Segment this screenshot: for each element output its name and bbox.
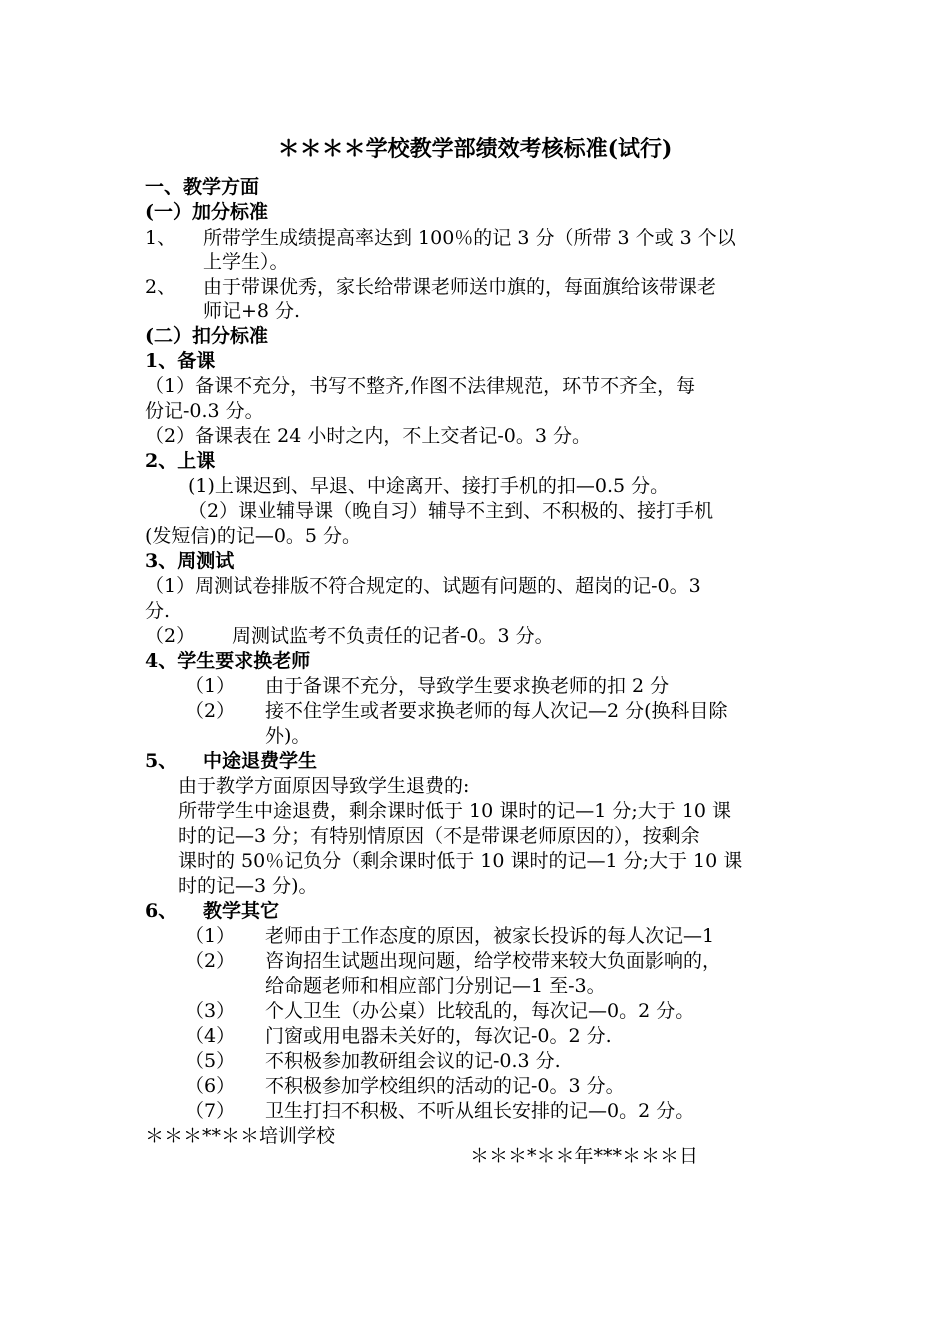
class-item-2-cont: (发短信)的记—0。5 分。 [145, 525, 362, 547]
subsection-heading-bonus: (一）加分标准 [145, 201, 268, 223]
prep-item-2: （2）备课表在 24 小时之内，不上交者记-0。3 分。 [145, 425, 591, 447]
bonus-item-1-text: 所带学生成绩提高率达到 100％的记 3 分（所带 3 个或 3 个以 [203, 227, 736, 249]
footer-date: ＊＊＊*＊＊年***＊＊＊日 [470, 1145, 699, 1167]
dropout-line-2: 所带学生中途退费，剩余课时低于 10 课时的记—1 分;大于 10 课 [178, 800, 732, 822]
other-item-7-text: 卫生打扫不积极、不听从组长安排的记—0。2 分。 [265, 1100, 695, 1122]
other-item-3-text: 个人卫生（办公桌）比较乱的，每次记—0。2 分。 [265, 1000, 695, 1022]
other-item-2-text-cont: 给命题老师和相应部门分别记—1 至-3。 [265, 975, 606, 997]
bonus-item-2-text-cont: 师记+8 分. [203, 300, 301, 322]
section-heading-teaching: 一、教学方面 [145, 176, 260, 198]
heading-class: 2、上课 [145, 450, 216, 472]
other-item-3-number: （3） [185, 1000, 236, 1022]
test-item-2-text: 周测试监考不负责任的记者-0。3 分。 [232, 625, 554, 647]
change-item-2-text: 接不住学生或者要求换老师的每人次记—2 分(换科目除 [265, 700, 728, 722]
other-item-2-text: 咨询招生试题出现问题，给学校带来较大负面影响的， [265, 950, 722, 972]
bonus-item-1-text-cont: 上学生）。 [203, 251, 289, 273]
dropout-line-3: 时的记—3 分；有特别情原因（不是带课老师原因的），按剩余 [178, 825, 700, 847]
other-item-6-number: （6） [185, 1075, 236, 1097]
change-item-1-text: 由于备课不充分，导致学生要求换老师的扣 2 分 [265, 675, 670, 697]
heading-other-number: 6、 [145, 900, 178, 922]
test-item-1: （1）周测试卷排版不符合规定的、试题有问题的、超岗的记-0。3 [145, 575, 701, 597]
other-item-2-number: （2） [185, 950, 236, 972]
heading-change-teacher: 4、学生要求换老师 [145, 650, 311, 672]
bonus-item-2-text: 由于带课优秀，家长给带课老师送巾旗的，每面旗给该带课老 [203, 276, 717, 298]
other-item-5-text: 不积极参加教研组会议的记-0.3 分. [265, 1050, 561, 1072]
change-item-2-number: （2） [185, 700, 236, 722]
prep-item-1-cont: 份记-0.3 分。 [145, 400, 264, 422]
heading-weekly-test: 3、周测试 [145, 550, 235, 572]
heading-dropout: 中途退费学生 [203, 750, 318, 772]
dropout-line-1: 由于教学方面原因导致学生退费的: [178, 775, 470, 797]
dropout-line-4: 课时的 50％记负分（剩余课时低于 10 课时的记—1 分;大于 10 课 [178, 850, 743, 872]
other-item-1-text: 老师由于工作态度的原因，被家长投诉的每人次记—1 [265, 925, 715, 947]
change-item-2-text-cont: 外)。 [265, 725, 311, 747]
test-item-1-cont: 分. [145, 600, 171, 622]
heading-other: 教学其它 [203, 900, 280, 922]
other-item-4-number: （4） [185, 1025, 236, 1047]
change-item-1-number: （1） [185, 675, 236, 697]
heading-dropout-number: 5、 [145, 750, 178, 772]
dropout-line-5: 时的记—3 分)。 [178, 875, 318, 897]
other-item-5-number: （5） [185, 1050, 236, 1072]
prep-item-1: （1）备课不充分，书写不整齐,作图不法律规范，环节不齐全，每 [145, 375, 696, 397]
other-item-7-number: （7） [185, 1100, 236, 1122]
class-item-2: （2）课业辅导课（晚自习）辅导不主到、不积极的、接打手机 [188, 500, 714, 522]
footer-school-name: ＊＊＊**＊＊培训学校 [145, 1125, 336, 1147]
class-item-1: (1)上课迟到、早退、中途离开、接打手机的扣—0.5 分。 [188, 475, 670, 497]
bonus-item-1-number: 1、 [145, 227, 177, 249]
other-item-4-text: 门窗或用电器未关好的，每次记-0。2 分. [265, 1025, 612, 1047]
subsection-heading-deduction: (二）扣分标准 [145, 325, 268, 347]
document-title: ＊＊＊＊学校教学部绩效考核标准(试行) [277, 136, 673, 162]
heading-lesson-prep: 1、备课 [145, 350, 216, 372]
test-item-2-number: （2） [145, 625, 196, 647]
other-item-1-number: （1） [185, 925, 236, 947]
other-item-6-text: 不积极参加学校组织的活动的记-0。3 分。 [265, 1075, 625, 1097]
bonus-item-2-number: 2、 [145, 276, 177, 298]
